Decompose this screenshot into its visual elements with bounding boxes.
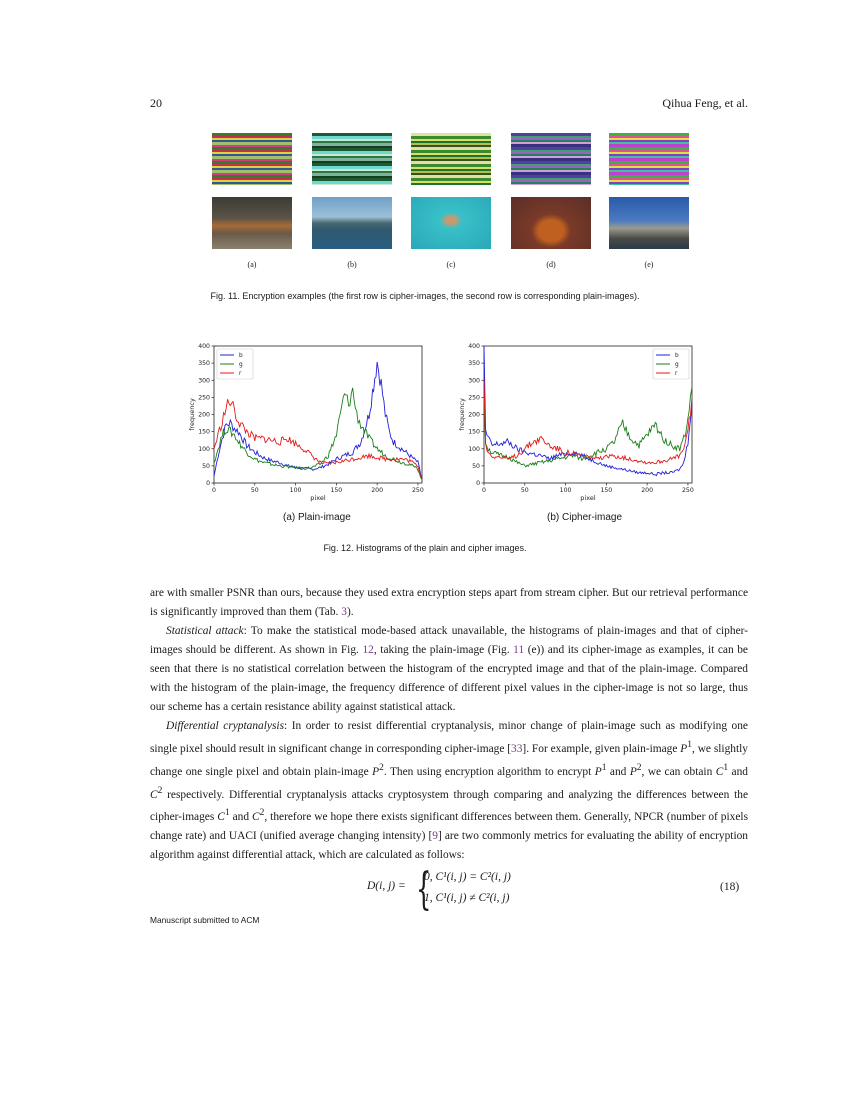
x-tick-label: 150 bbox=[600, 487, 613, 494]
x-tick-label: 200 bbox=[641, 487, 654, 494]
y-tick-label: 50 bbox=[472, 462, 480, 470]
table-reference[interactable]: 3 bbox=[341, 606, 347, 618]
subcaption-plain-image: (a) Plain-image bbox=[283, 512, 351, 523]
legend-label-b: b bbox=[675, 353, 679, 359]
y-tick-label: 300 bbox=[198, 377, 210, 385]
x-tick-label: 100 bbox=[559, 487, 572, 494]
equation-case-2: 1, C¹(i, j) ≠ C²(i, j) bbox=[424, 892, 510, 904]
y-tick-label: 300 bbox=[468, 377, 480, 385]
page-number: 20 bbox=[150, 96, 162, 110]
legend-label-g: g bbox=[239, 362, 243, 368]
citation-9[interactable]: 9 bbox=[432, 830, 438, 843]
subcaption-cipher-image: (b) Cipher-image bbox=[547, 512, 623, 523]
x-tick-label: 250 bbox=[682, 487, 694, 494]
y-tick-label: 400 bbox=[198, 343, 210, 350]
legend-label-b: b bbox=[239, 353, 243, 359]
x-tick-label: 0 bbox=[212, 487, 216, 494]
y-tick-label: 100 bbox=[468, 445, 480, 453]
y-tick-label: 350 bbox=[468, 360, 480, 368]
y-tick-label: 150 bbox=[198, 428, 210, 436]
equation-brace: { bbox=[416, 864, 432, 915]
subfigure-label-b: (b) bbox=[347, 260, 357, 269]
figure-11-reference[interactable]: 11 bbox=[513, 644, 525, 656]
y-tick-label: 150 bbox=[468, 428, 480, 436]
y-tick-label: 0 bbox=[476, 480, 480, 487]
subfigure-label-d: (d) bbox=[546, 260, 556, 269]
y-axis-label: frequency bbox=[458, 398, 466, 431]
cipher-image-c bbox=[411, 133, 491, 185]
x-tick-label: 0 bbox=[482, 487, 486, 494]
paragraph-differential-cryptanalysis: Differential cryptanalysis: In order to resist differential cryptanalysis, minor change of plain-image such as modifying one single pixel should result in significant change in corresponding cipher-image [33]. For example, given plain-image $P^1$, we slightly change one single pixel and obtain plain-image $P^2$. Then using encryption algorithm to encrypt $P^1$ and $P^2$, we can obtain $C^1$ and $C^2$ respectively. Differential cryptanalysis attacks cryptosystem through comparing and analyzing the differences between the cipher-images $C^1$ and $C^2$, therefore we hope there exists significant differences between them. Generally, NPCR (number of pixels change rate) and UACI (unified average changing intensity) [9] are two commonly metrics for evaluating the ability of encryption algorithm against differential attack, which are calculated as follows: bbox=[150, 720, 749, 862]
y-tick-label: 250 bbox=[198, 394, 210, 402]
plain-image-a-tiger bbox=[212, 197, 292, 249]
x-tick-label: 100 bbox=[289, 487, 302, 494]
subfigure-label-a: (a) bbox=[247, 260, 257, 269]
x-tick-label: 150 bbox=[330, 487, 343, 494]
statistical-attack-title: Statistical attack bbox=[166, 625, 244, 637]
figure-11-caption: Fig. 11. Encryption examples (the first row is cipher-images, the second row is corresponding plain-images). bbox=[210, 291, 640, 301]
x-tick-label: 200 bbox=[371, 487, 384, 494]
subfigure-label-c: (c) bbox=[446, 260, 456, 269]
y-tick-label: 100 bbox=[198, 445, 210, 453]
figure-12-caption: Fig. 12. Histograms of the plain and cipher images. bbox=[323, 543, 527, 553]
figure-12-reference[interactable]: 12 bbox=[362, 644, 374, 656]
differential-cryptanalysis-title: Differential cryptanalysis bbox=[166, 720, 284, 732]
y-tick-label: 50 bbox=[202, 462, 210, 470]
x-tick-label: 250 bbox=[412, 487, 424, 494]
legend-label-g: g bbox=[675, 362, 679, 368]
cipher-image-d bbox=[511, 133, 591, 185]
legend-label-r: r bbox=[675, 371, 678, 377]
legend-label-r: r bbox=[239, 371, 242, 377]
footer-manuscript-note: Manuscript submitted to ACM bbox=[150, 915, 260, 925]
y-tick-label: 250 bbox=[468, 394, 480, 402]
paragraph-psnr: are with smaller PSNR than ours, because they used extra encryption steps apart from stream cipher. But our retrieval performance is significantly improved than them (Tab. 3). bbox=[150, 587, 748, 618]
subfigure-label-e: (e) bbox=[644, 260, 654, 269]
x-tick-label: 50 bbox=[520, 487, 529, 494]
y-tick-label: 0 bbox=[206, 480, 210, 487]
plain-image-c-swimmer bbox=[411, 197, 491, 249]
x-axis-label: pixel bbox=[310, 494, 326, 502]
x-tick-label: 50 bbox=[250, 487, 259, 494]
y-axis-label: frequency bbox=[188, 398, 196, 431]
cipher-image-a bbox=[212, 133, 292, 185]
paragraph-statistical-attack: Statistical attack: To make the statistical mode-based attack unavailable, the histograms of plain-images and that of cipher-images should be different. As shown in Fig. 12, taking the plain-image (Fig. 11 (e)) and its cipher-image as examples, it can be seen that there is no statistical correlation between the histogram of the encrypted image and that of the plain-image. Compared with the histogram of the plain-image, the frequency difference of different pixel values in the cipher-image is not so large, thus our scheme has a certain resistance ability against statistical attack. bbox=[150, 625, 748, 713]
equation-case-1: 0, C¹(i, j) = C²(i, j) bbox=[424, 871, 511, 883]
y-tick-label: 350 bbox=[198, 360, 210, 368]
plain-image-e-bridge bbox=[609, 197, 689, 249]
x-axis-label: pixel bbox=[580, 494, 596, 502]
equation-lhs: D(i, j) = bbox=[367, 880, 406, 892]
equation-number: (18) bbox=[720, 881, 740, 893]
y-tick-label: 200 bbox=[198, 411, 210, 419]
running-header-authors: Qihua Feng, et al. bbox=[662, 96, 748, 110]
cipher-image-e bbox=[609, 133, 689, 185]
y-tick-label: 200 bbox=[468, 411, 480, 419]
histogram-cipher-image bbox=[455, 338, 705, 503]
plain-image-b-lake bbox=[312, 197, 392, 249]
histogram-plain-image bbox=[185, 338, 435, 503]
cipher-image-b bbox=[312, 133, 392, 185]
plain-image-d-statue bbox=[511, 197, 591, 249]
citation-33[interactable]: 33 bbox=[511, 742, 523, 755]
y-tick-label: 400 bbox=[468, 343, 480, 350]
